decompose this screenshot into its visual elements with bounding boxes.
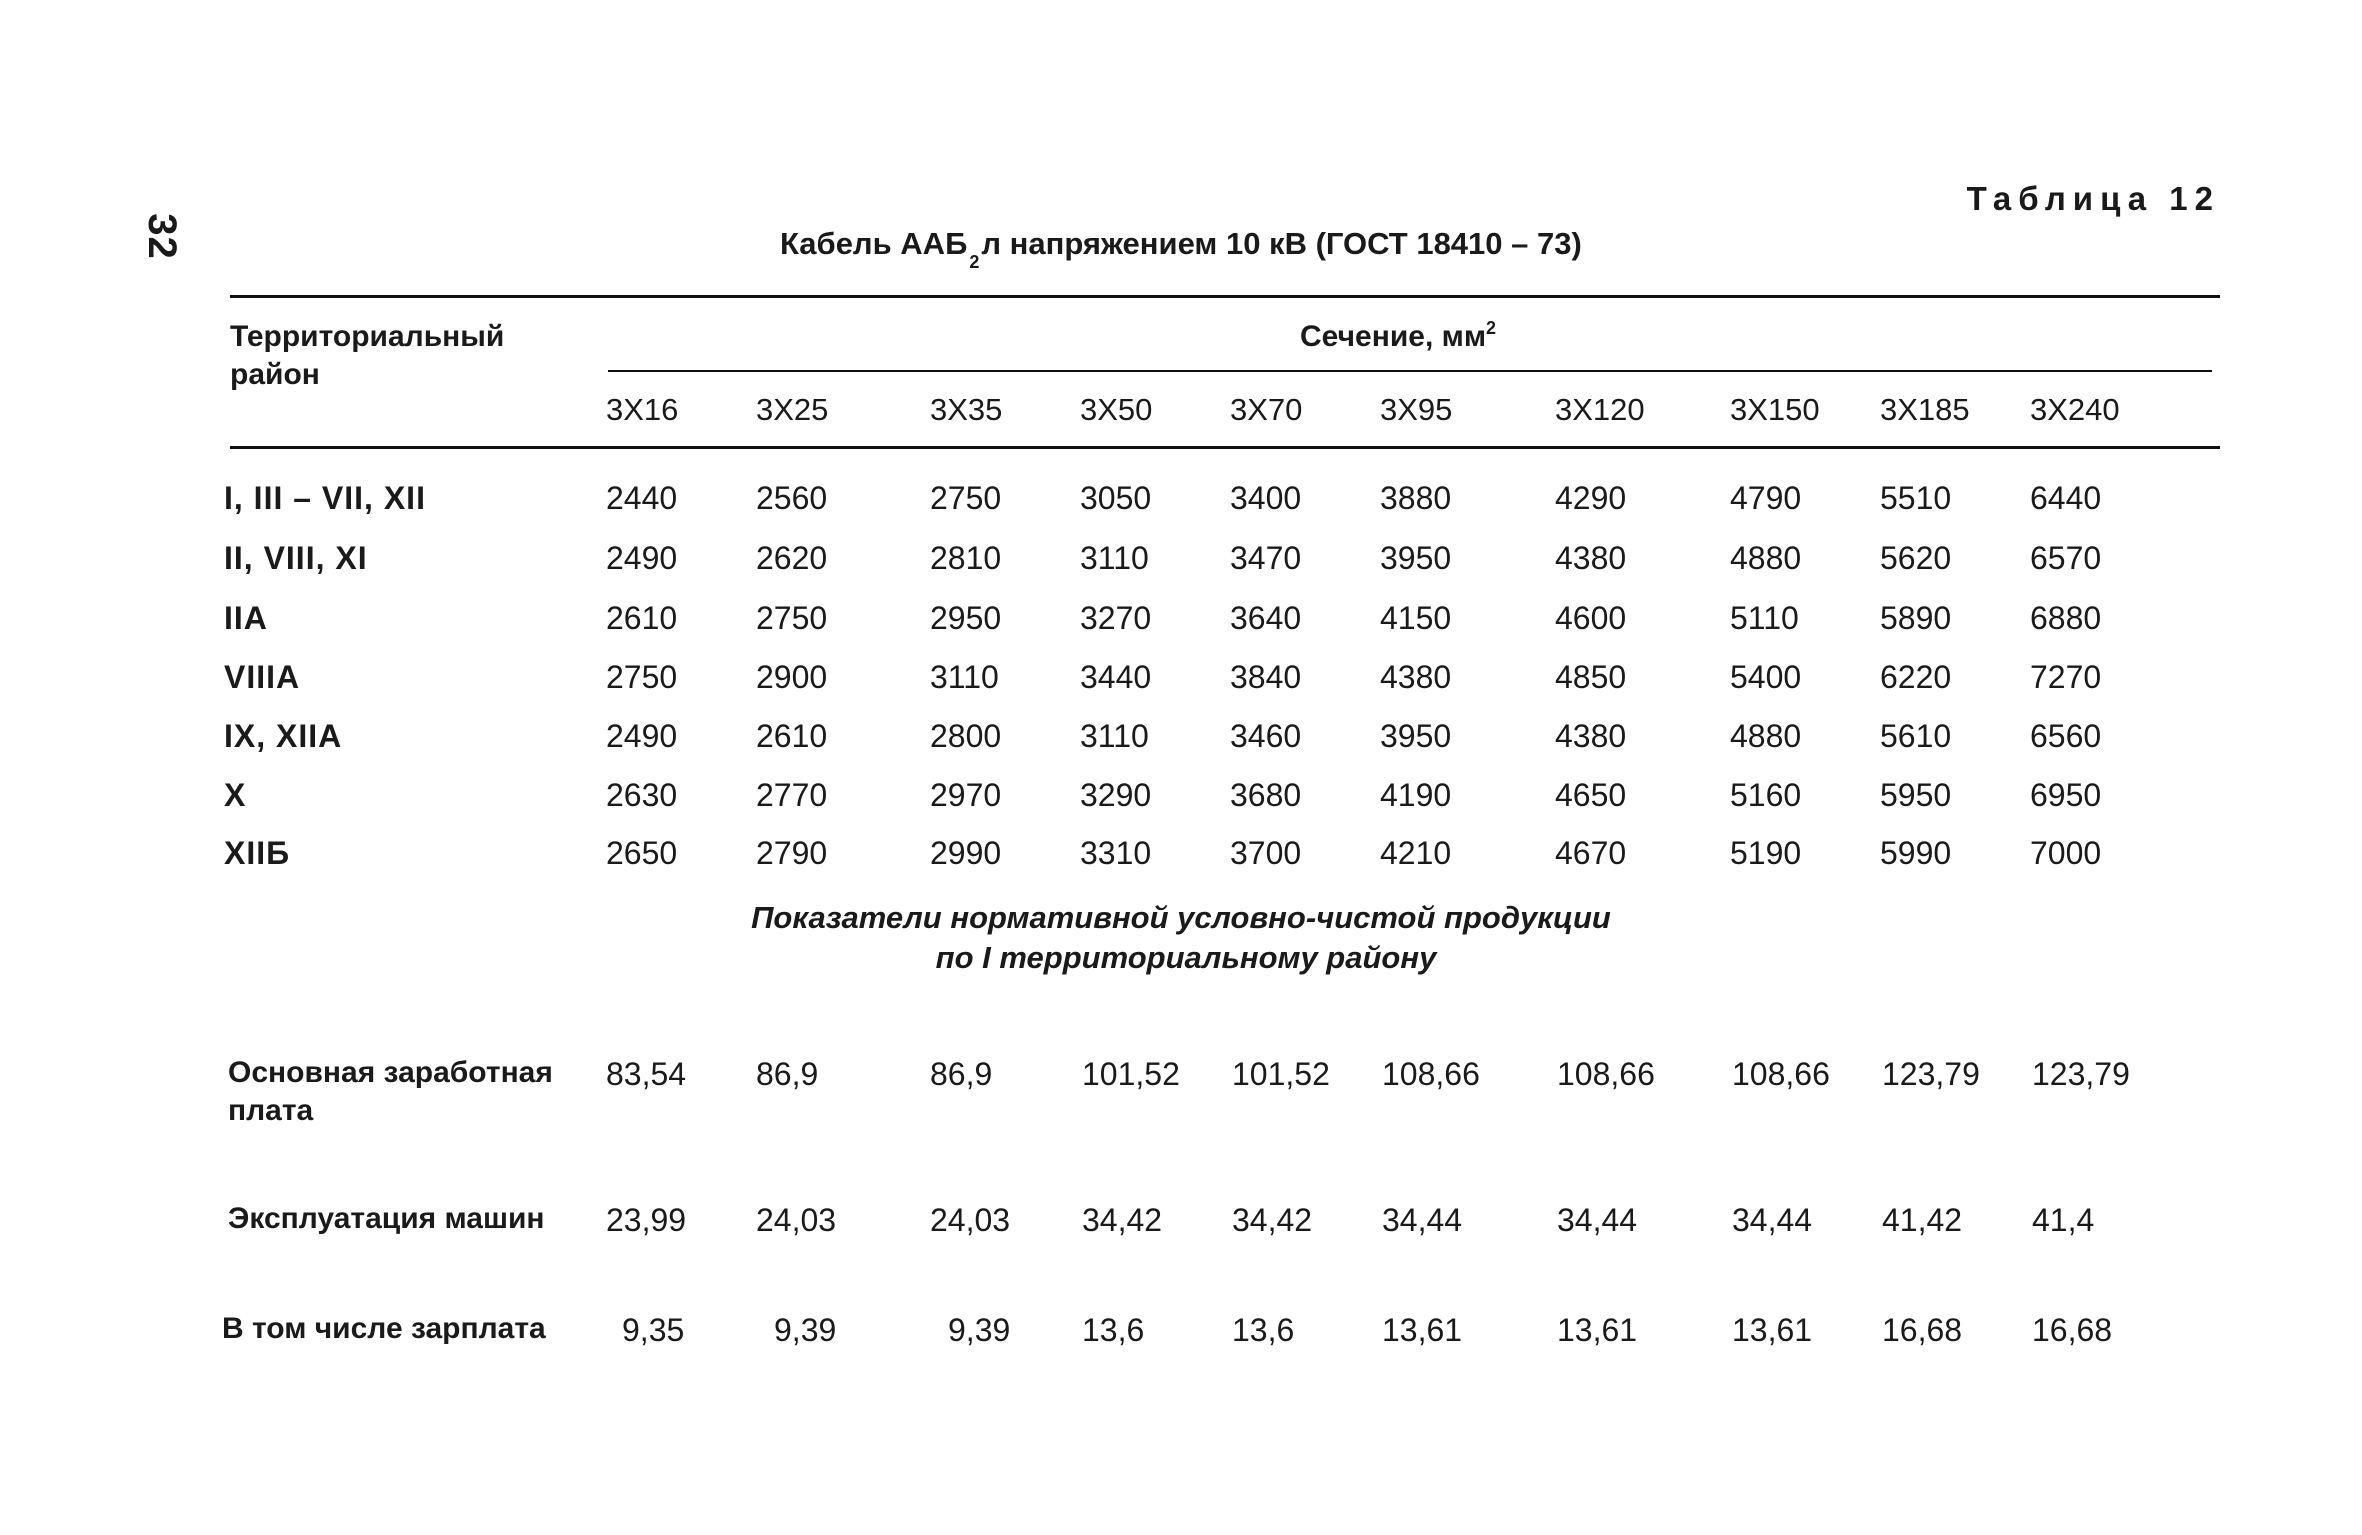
indicator-cell: 16,68	[2032, 1312, 2113, 1348]
table-cell: 4600	[1555, 600, 1627, 636]
table-cell: 4790	[1730, 480, 1802, 516]
table-cell: 3880	[1380, 480, 1452, 516]
indicator-cell: 24,03	[930, 1202, 1011, 1238]
column-header: 3Х150	[1730, 392, 1820, 427]
indicator-cell: 101,52	[1082, 1056, 1180, 1092]
table-caption	[780, 226, 1582, 273]
section-header-label: Сечение, мм	[1300, 320, 1487, 353]
indicator-cell: 34,44	[1732, 1202, 1813, 1238]
table-cell: 4150	[1380, 600, 1452, 636]
indicator-cell: 24,03	[756, 1202, 837, 1238]
column-header: 3Х70	[1230, 392, 1303, 427]
table-cell: 6440	[2030, 480, 2102, 516]
table-cell: 4210	[1380, 835, 1452, 871]
indicator-cell: 34,44	[1557, 1202, 1638, 1238]
table-cell: 5510	[1880, 480, 1952, 516]
indicator-cell: 34,42	[1232, 1202, 1313, 1238]
indicator-cell: 101,52	[1232, 1056, 1330, 1092]
table-cell: 5400	[1730, 659, 1802, 695]
table-cell: 3680	[1230, 777, 1302, 813]
table-cell: 2620	[756, 540, 828, 576]
table-cell: 5990	[1880, 835, 1952, 871]
row-label: IIA	[224, 600, 268, 636]
table-cell: 3470	[1230, 540, 1302, 576]
subtitle-line-1: Показатели нормативной условно-чистой продукции	[751, 900, 1611, 935]
table-cell: 3840	[1230, 659, 1302, 695]
table-cell: 4380	[1555, 540, 1627, 576]
table-cell: 7270	[2030, 659, 2102, 695]
row-label: VIIIA	[224, 659, 301, 695]
indicator-cell: 9,39	[774, 1312, 837, 1348]
indicator-cell: 123,79	[1882, 1056, 1980, 1092]
table-cell: 4190	[1380, 777, 1452, 813]
table-cell: 2490	[606, 718, 678, 754]
table-cell: 2440	[606, 480, 678, 516]
table-cell: 3270	[1080, 600, 1152, 636]
indicator-cell: 86,9	[756, 1056, 819, 1092]
indicator-cell: 13,6	[1082, 1312, 1145, 1348]
section-header-rule	[608, 370, 2212, 372]
indicator-cell: 23,99	[606, 1202, 687, 1238]
row-label: XIIБ	[224, 835, 291, 871]
indicators-subtitle	[0, 898, 2362, 978]
table-cell: 2950	[930, 600, 1002, 636]
table-cell: 6220	[1880, 659, 1952, 695]
column-header: 3Х35	[930, 392, 1003, 427]
table-cell: 2750	[756, 600, 828, 636]
table-cell: 3950	[1380, 540, 1452, 576]
indicator-cell: 13,61	[1557, 1312, 1638, 1348]
caption-prefix: Кабель ААБ	[780, 226, 968, 261]
indicator-label: Основная заработная плата	[228, 1056, 553, 1127]
table-cell: 2610	[606, 600, 678, 636]
indicator-cell: 13,61	[1732, 1312, 1813, 1348]
table-cell: 4670	[1555, 835, 1627, 871]
page-number: 32	[139, 213, 184, 260]
indicator-cell: 13,61	[1382, 1312, 1463, 1348]
column-header: 3Х50	[1080, 392, 1153, 427]
column-header: 3Х95	[1380, 392, 1453, 427]
table-cell: 4290	[1555, 480, 1627, 516]
table-cell: 6880	[2030, 600, 2102, 636]
table-cell: 4850	[1555, 659, 1627, 695]
table-cell: 2650	[606, 835, 678, 871]
indicator-cell: 13,6	[1232, 1312, 1295, 1348]
column-header: 3Х25	[756, 392, 829, 427]
header-bottom-rule	[230, 446, 2220, 449]
indicator-cell: 41,42	[1882, 1202, 1963, 1238]
column-header: 3Х240	[2030, 392, 2120, 427]
table-cell: 5620	[1880, 540, 1952, 576]
table-cell: 2490	[606, 540, 678, 576]
table-cell: 2970	[930, 777, 1002, 813]
indicator-cell: 9,35	[622, 1312, 685, 1348]
table-cell: 2790	[756, 835, 828, 871]
table-cell: 5950	[1880, 777, 1952, 813]
table-cell: 4880	[1730, 718, 1802, 754]
indicator-cell: 34,44	[1382, 1202, 1463, 1238]
table-cell: 4380	[1555, 718, 1627, 754]
indicator-cell: 123,79	[2032, 1056, 2130, 1092]
table-cell: 2800	[930, 718, 1002, 754]
indicator-cell: 9,39	[948, 1312, 1011, 1348]
table-cell: 3310	[1080, 835, 1152, 871]
table-cell: 3700	[1230, 835, 1302, 871]
indicator-cell: 41,4	[2032, 1202, 2095, 1238]
section-header-sup: 2	[1486, 318, 1497, 338]
table-cell: 3110	[930, 659, 999, 695]
table-cell: 5890	[1880, 600, 1952, 636]
column-header: 3Х120	[1555, 392, 1645, 427]
table-cell: 3640	[1230, 600, 1302, 636]
indicator-cell: 108,66	[1732, 1056, 1830, 1092]
table-cell: 2900	[756, 659, 828, 695]
table-cell: 2770	[756, 777, 828, 813]
column-header: 3Х185	[1880, 392, 1970, 427]
indicator-cell: 86,9	[930, 1056, 993, 1092]
caption-subscript: 2	[969, 252, 980, 272]
table-cell: 2560	[756, 480, 828, 516]
table-cell: 4650	[1555, 777, 1627, 813]
indicator-cell: 34,42	[1082, 1202, 1163, 1238]
table-cell: 3110	[1080, 718, 1149, 754]
row-label: X	[224, 777, 247, 813]
table-cell: 3460	[1230, 718, 1302, 754]
subtitle-line-2: по I территориальному району	[935, 940, 1437, 975]
indicator-cell: 108,66	[1382, 1056, 1480, 1092]
region-header: Территориальный район	[230, 320, 505, 391]
table-cell: 6570	[2030, 540, 2102, 576]
caption-suffix: л напряжением 10 кВ (ГОСТ 18410 – 73)	[981, 226, 1582, 261]
table-cell: 2990	[930, 835, 1002, 871]
table-cell: 3950	[1380, 718, 1452, 754]
row-label: II, VIII, XI	[224, 540, 368, 576]
table-cell: 2610	[756, 718, 828, 754]
table-cell: 5190	[1730, 835, 1802, 871]
table-top-rule	[230, 295, 2220, 298]
table-cell: 6560	[2030, 718, 2102, 754]
table-cell: 3050	[1080, 480, 1152, 516]
table-cell: 5110	[1730, 600, 1799, 636]
table-cell: 4880	[1730, 540, 1802, 576]
table-cell: 2750	[606, 659, 678, 695]
column-header: 3Х16	[606, 392, 679, 427]
indicator-cell: 16,68	[1882, 1312, 1963, 1348]
table-cell: 2750	[930, 480, 1002, 516]
row-label: IX, XIIA	[224, 718, 343, 754]
table-cell: 2630	[606, 777, 678, 813]
indicator-label: В том числе зарплата	[222, 1312, 546, 1345]
indicator-cell: 83,54	[606, 1056, 687, 1092]
row-label: I, III – VII, XII	[224, 480, 426, 516]
indicator-cell: 108,66	[1557, 1056, 1655, 1092]
table-cell: 3400	[1230, 480, 1302, 516]
table-cell: 4380	[1380, 659, 1452, 695]
table-cell: 3440	[1080, 659, 1152, 695]
table-cell: 3110	[1080, 540, 1149, 576]
indicator-label: Эксплуатация машин	[228, 1202, 545, 1235]
table-label: Таблица 12	[1966, 180, 2220, 217]
table-cell: 7000	[2030, 835, 2102, 871]
table-cell: 3290	[1080, 777, 1152, 813]
table-cell: 5160	[1730, 777, 1802, 813]
section-header	[1300, 318, 1496, 354]
table-cell: 6950	[2030, 777, 2102, 813]
table-cell: 5610	[1880, 718, 1952, 754]
table-cell: 2810	[930, 540, 1002, 576]
